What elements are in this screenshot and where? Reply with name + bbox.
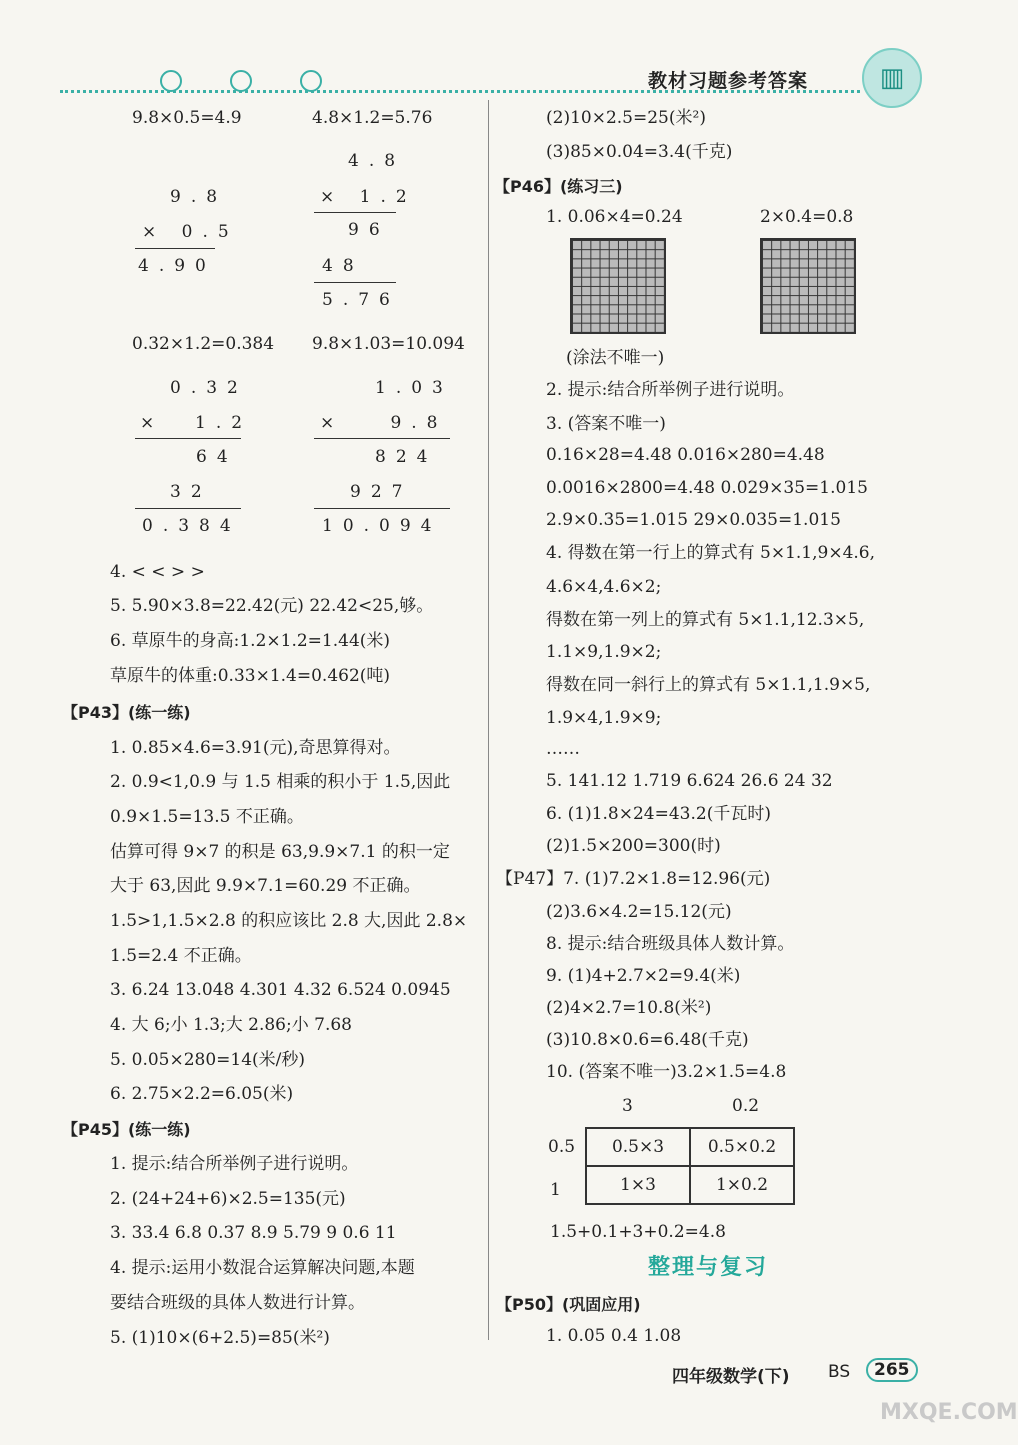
vertical-calc-line: 32 bbox=[170, 482, 212, 502]
answer-line: 2. 0.9<1,0.9 与 1.5 相乘的积小于 1.5,因此 bbox=[110, 772, 451, 792]
vertical-calc-line: × 9.8 bbox=[320, 413, 448, 433]
calc-rule bbox=[314, 438, 450, 439]
header-loop-decoration bbox=[300, 70, 322, 92]
answer-line: 1.5+0.1+3+0.2=4.8 bbox=[550, 1222, 726, 1242]
answer-line: 0.16×28=4.48 0.016×280=4.48 bbox=[546, 445, 825, 465]
answer-line: 大于 63,因此 9.9×7.1=60.29 不正确。 bbox=[110, 876, 421, 896]
section-heading: 【P43】(练一练) bbox=[62, 703, 191, 722]
answer-line: 8. 提示:结合班级具体人数计算。 bbox=[546, 934, 795, 954]
table-column-label: 0.2 bbox=[732, 1096, 760, 1116]
answer-line: 得数在同一斜行上的算式有 5×1.1,1.9×5, bbox=[546, 675, 871, 695]
vertical-calc-line: 927 bbox=[350, 482, 413, 502]
vertical-calc-line: 4.8 bbox=[348, 151, 406, 171]
vertical-calc-line: 4.90 bbox=[138, 256, 216, 276]
equation: 9.8×1.03=10.094 bbox=[312, 334, 465, 354]
chapter-heading: 整理与复习 bbox=[648, 1255, 769, 1280]
answer-line: 6. (1)1.8×24=43.2(千瓦时) bbox=[546, 804, 771, 824]
answer-line: 6. 2.75×2.2=6.05(米) bbox=[110, 1084, 294, 1104]
answer-line: 0.0016×2800=4.48 0.029×35=1.015 bbox=[546, 478, 868, 498]
answer-line: (3)10.8×0.6=6.48(千克) bbox=[546, 1030, 749, 1050]
answer-line: 0.9×1.5=13.5 不正确。 bbox=[110, 807, 304, 827]
answer-line: …… bbox=[546, 739, 580, 759]
answer-line: 得数在第一列上的算式有 5×1.1,12.3×5, bbox=[546, 610, 865, 630]
calc-rule bbox=[314, 282, 396, 283]
answer-line: 1.5=2.4 不正确。 bbox=[110, 946, 252, 966]
column-divider bbox=[488, 100, 489, 1340]
calc-rule bbox=[135, 508, 241, 509]
table-cell: 0.5×3 bbox=[586, 1128, 690, 1166]
vertical-calc-line: 9.8 bbox=[170, 187, 228, 207]
calc-rule bbox=[314, 508, 450, 509]
answer-line: 5. 141.12 1.719 6.624 26.6 24 32 bbox=[546, 771, 833, 791]
answer-line: 4. 得数在第一行上的算式有 5×1.1,9×4.6, bbox=[546, 543, 876, 563]
answer-line: 1. 提示:结合所举例子进行说明。 bbox=[110, 1154, 359, 1174]
footer-edition: BS bbox=[828, 1362, 851, 1382]
table-cell: 1×0.2 bbox=[690, 1166, 794, 1204]
answer-line: 1.5>1,1.5×2.8 的积应该比 2.8 大,因此 2.8× bbox=[110, 911, 468, 931]
answer-line: 6. 草原牛的身高:1.2×1.2=1.44(米) bbox=[110, 631, 391, 651]
page-number: 265 bbox=[866, 1358, 918, 1382]
vertical-calc-line: 96 bbox=[348, 220, 390, 240]
table-row bbox=[586, 1166, 794, 1204]
answer-line: 3. 33.4 6.8 0.37 8.9 5.79 9 0.6 11 bbox=[110, 1223, 397, 1243]
answer-note: (涂法不唯一) bbox=[566, 348, 665, 368]
answer-line: 4. 大 6;小 1.3;大 2.86;小 7.68 bbox=[110, 1015, 352, 1035]
equation: 0.32×1.2=0.384 bbox=[132, 334, 275, 354]
shaded-grid bbox=[760, 238, 856, 334]
book-icon: ▥ bbox=[862, 48, 922, 108]
table-cell: 0.5×0.2 bbox=[690, 1128, 794, 1166]
answer-line: 草原牛的体重:0.33×1.4=0.462(吨) bbox=[110, 666, 391, 686]
watermark: MXQE.COM bbox=[880, 1400, 1018, 1425]
answer-line: 【P47】7. (1)7.2×1.8=12.96(元) bbox=[496, 869, 771, 889]
answer-line: 10. (答案不唯一)3.2×1.5=4.8 bbox=[546, 1062, 787, 1082]
equation: 9.8×0.5=4.9 bbox=[132, 108, 242, 128]
answer-line: 3. 6.24 13.048 4.301 4.32 6.524 0.0945 bbox=[110, 980, 451, 1000]
footer-grade: 四年级数学(下) bbox=[672, 1367, 790, 1387]
answer-line: 2.9×0.35=1.015 29×0.035=1.015 bbox=[546, 510, 841, 530]
vertical-calc-line: 824 bbox=[375, 447, 438, 467]
calc-rule bbox=[135, 248, 215, 249]
answer-line: 1. 0.85×4.6=3.91(元),奇思算得对。 bbox=[110, 738, 401, 758]
answer-line: 1.1×9,1.9×2; bbox=[546, 642, 662, 662]
vertical-calc-line: × 1.2 bbox=[140, 413, 253, 433]
answer-line: (2)10×2.5=25(米²) bbox=[546, 108, 706, 128]
answer-line: 2×0.4=0.8 bbox=[760, 207, 854, 227]
answer-line: 3. (答案不唯一) bbox=[546, 414, 666, 434]
section-heading: 【P45】(练一练) bbox=[62, 1120, 191, 1139]
vertical-calc-line: 0.32 bbox=[170, 378, 248, 398]
vertical-calc-line: 48 bbox=[322, 256, 364, 276]
answer-line: 9. (1)4+2.7×2=9.4(米) bbox=[546, 966, 741, 986]
answer-line: 要结合班级的具体人数进行计算。 bbox=[110, 1293, 365, 1313]
vertical-calc-line: 10.094 bbox=[322, 516, 442, 536]
answer-line: 4. 提示:运用小数混合运算解决问题,本题 bbox=[110, 1258, 415, 1278]
answer-line: (2)1.5×200=300(时) bbox=[546, 836, 721, 856]
table-row bbox=[586, 1128, 794, 1166]
vertical-calc-line: × 1.2 bbox=[320, 187, 417, 207]
section-heading: 【P50】(巩固应用) bbox=[496, 1295, 641, 1314]
header-loop-decoration bbox=[160, 70, 182, 92]
answer-line: 5. 5.90×3.8=22.42(元) 22.42<25,够。 bbox=[110, 596, 434, 616]
table-cell: 1×3 bbox=[586, 1166, 690, 1204]
answer-line: 2. (24+24+6)×2.5=135(元) bbox=[110, 1189, 346, 1209]
answer-line: (3)85×0.04=3.4(千克) bbox=[546, 142, 733, 162]
answer-line: 1. 0.06×4=0.24 bbox=[546, 207, 683, 227]
shaded-grid bbox=[570, 238, 666, 334]
answer-line: 5. (1)10×(6+2.5)=85(米²) bbox=[110, 1328, 330, 1348]
header-title: 教材习题参考答案 bbox=[648, 70, 809, 92]
answer-line: (2)4×2.7=10.8(米²) bbox=[546, 998, 712, 1018]
calc-rule bbox=[314, 212, 396, 213]
vertical-calc-line: × 0.5 bbox=[142, 222, 239, 242]
vertical-calc-line: 64 bbox=[196, 447, 238, 467]
table-row-label: 1 bbox=[550, 1180, 561, 1200]
answer-line: 2. 提示:结合所举例子进行说明。 bbox=[546, 380, 795, 400]
header-loop-decoration bbox=[230, 70, 252, 92]
answer-line: 5. 0.05×280=14(米/秒) bbox=[110, 1050, 306, 1070]
answer-line: 4. < < > > bbox=[110, 562, 205, 582]
multiplication-table bbox=[585, 1127, 795, 1205]
answer-line: 4.6×4,4.6×2; bbox=[546, 577, 662, 597]
answer-line: 1.9×4,1.9×9; bbox=[546, 708, 662, 728]
equation: 4.8×1.2=5.76 bbox=[312, 108, 433, 128]
answer-line: 1. 0.05 0.4 1.08 bbox=[546, 1326, 682, 1346]
vertical-calc-line: 0.384 bbox=[142, 516, 241, 536]
table-row-label: 0.5 bbox=[548, 1137, 576, 1157]
section-heading: 【P46】(练习三) bbox=[494, 177, 623, 196]
table-column-label: 3 bbox=[622, 1096, 633, 1116]
calc-rule bbox=[135, 438, 241, 439]
vertical-calc-line: 1.03 bbox=[375, 378, 453, 398]
answer-line: (2)3.6×4.2=15.12(元) bbox=[546, 902, 732, 922]
vertical-calc-line: 5.76 bbox=[322, 290, 400, 310]
answer-line: 估算可得 9×7 的积是 63,9.9×7.1 的积一定 bbox=[110, 842, 450, 862]
